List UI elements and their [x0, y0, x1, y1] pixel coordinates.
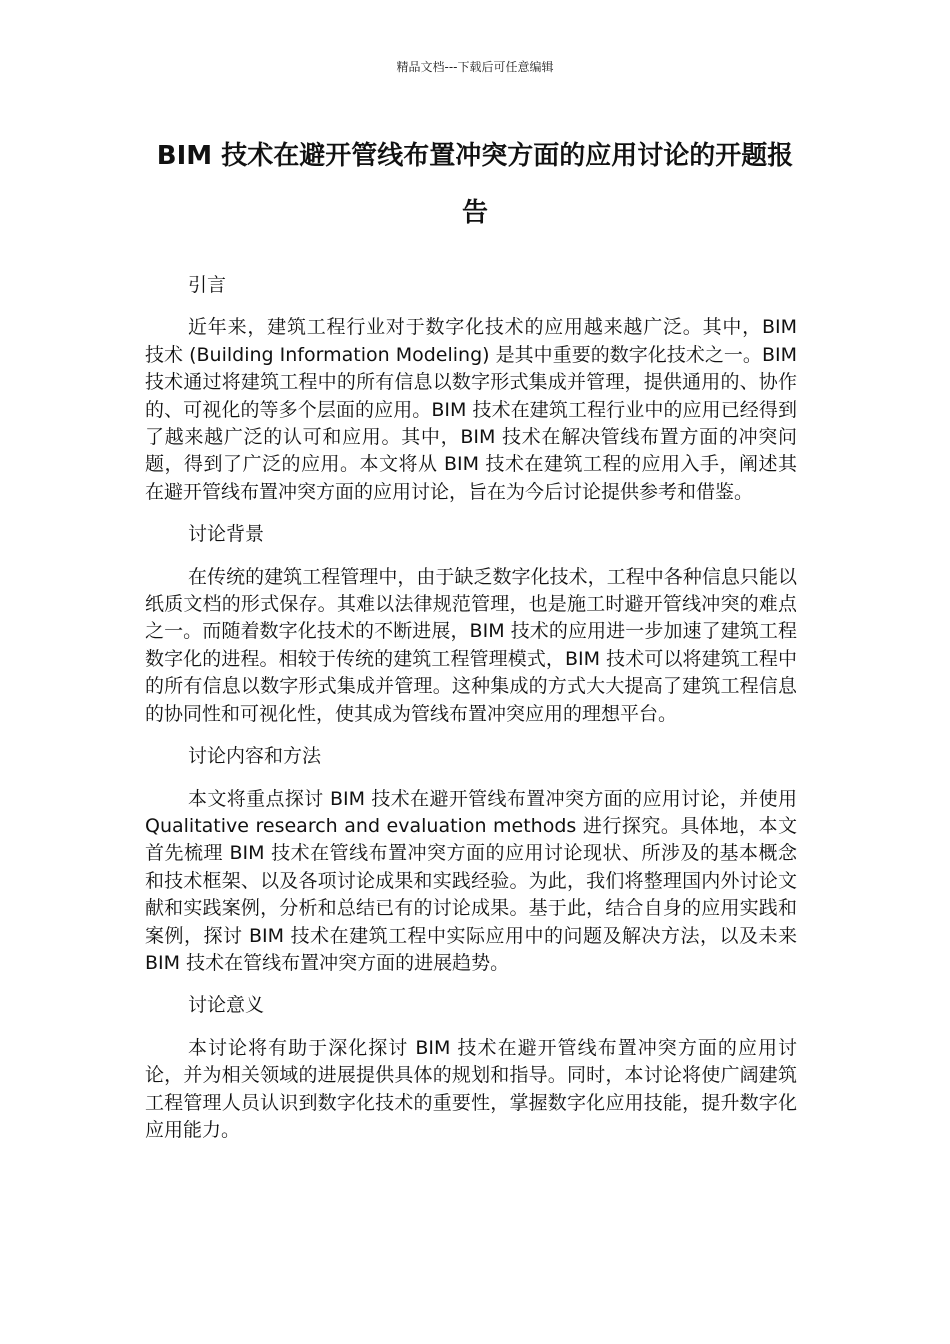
document-body — [145, 272, 797, 1159]
section-introduction — [145, 272, 797, 506]
section-heading: 引言 — [188, 274, 227, 296]
section-background — [145, 521, 797, 728]
section-significance — [145, 992, 797, 1144]
section-paragraph: 在传统的建筑工程管理中，由于缺乏数字化技术，工程中各种信息只能以纸质文档的形式保存。其难以法律规范管理，也是施工时避开管线冲突的难点之一。而随着数字化技术的不断进展，BIM 技术的应用进一步加速了建筑工程数字化的进程。相较于传统的建筑工程管理模式，BIM 技术可以将建筑工程中的所有信息以数字形式集成并管理。这种集成的方式大大提高了建筑工程信息的协同性和可视化性，使其成为管线布置冲突应用的理想平台。 — [145, 565, 797, 725]
section-heading: 讨论背景 — [188, 523, 265, 546]
section-heading: 讨论意义 — [188, 994, 265, 1017]
section-paragraph: 近年来，建筑工程行业对于数字化技术的应用越来越广泛。其中，BIM 技术 (Building Information Modeling) 是其中重要的数字化技术之一。BIM 技术通过将建筑工程中的所有信息以数字形式集成并管理，提供通用的、协作的、可视化的等多个层面的应用。BIM 技术在建筑工程行业中的应用已经得到了越来越广泛的认可和应用。其中，BIM 技术在解决管线布置方面的冲突问题，得到了广泛的应用。本文将从 BIM 技术在建筑工程的应用入手，阐述其在避开管线布置冲突方面的应用讨论，旨在为今后讨论提供参考和借鉴。 — [145, 316, 797, 503]
page-header: 精品文档---下载后可任意编辑 — [396, 60, 554, 74]
section-paragraph: 本讨论将有助于深化探讨 BIM 技术在避开管线布置冲突方面的应用讨论，并为相关领域的进展提供具体的规划和指导。同时，本讨论将使广阔建筑工程管理人员认识到数字化技术的重要性，掌握数字化应用技能，提升数字化应用能力。 — [145, 1036, 797, 1141]
document-title: BIM 技术在避开管线布置冲突方面的应用讨论的开题报告 — [156, 141, 794, 228]
section-heading: 讨论内容和方法 — [188, 745, 322, 768]
section-content-methods — [145, 743, 797, 977]
section-paragraph: 本文将重点探讨 BIM 技术在避开管线布置冲突方面的应用讨论，并使用 Qualitative research and evaluation methods 进行探究。具体地，本文首先梳理 BIM 技术在管线布置冲突方面的应用讨论现状、所涉及的基本概念和技术框架、以及各项讨论成果和实践经验。为此，我们将整理国内外讨论文献和实践案例，分析和总结已有的讨论成果。基于此，结合自身的应用实践和案例，探讨 BIM 技术在建筑工程中实际应用中的问题及解决方法，以及未来 BIM 技术在管线布置冲突方面的进展趋势。 — [145, 787, 797, 974]
